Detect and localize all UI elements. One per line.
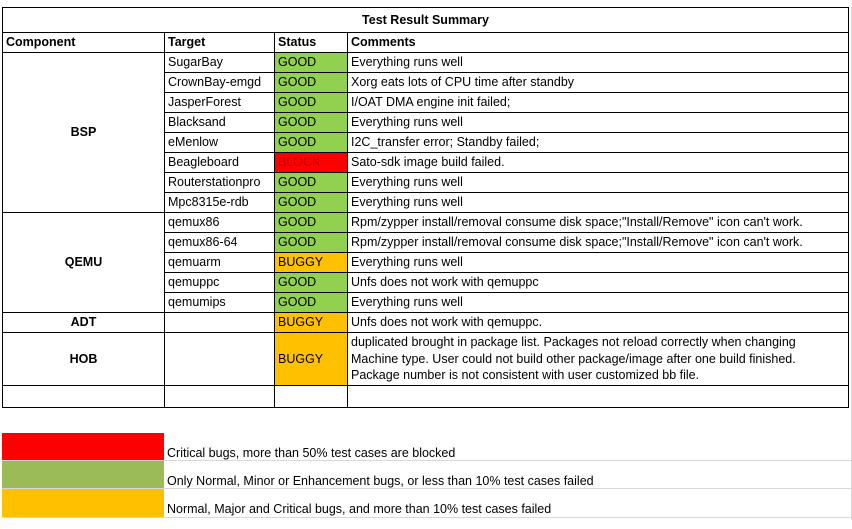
- status-cell: GOOD: [275, 273, 348, 293]
- comment-cell: Sato-sdk image build failed.: [348, 153, 849, 173]
- status-cell: BUGGY: [275, 313, 348, 333]
- target-cell: eMenlow: [165, 133, 275, 153]
- target-cell: JasperForest: [165, 93, 275, 113]
- legend-item-major: [2, 489, 850, 517]
- target-cell: CrownBay-emgd: [165, 73, 275, 93]
- target-cell: Blacksand: [165, 113, 275, 133]
- legend-item-normal: [2, 461, 850, 489]
- legend-text: Critical bugs, more than 50% test cases are blocked: [167, 446, 456, 460]
- comment-cell: duplicated brought in package list. Packages not reload correctly when changing Machine type. User could not build other package/image after one build finished. Package number is not consistent with user customized bb file.: [348, 333, 849, 386]
- gridline: [2, 488, 851, 489]
- target-cell: Mpc8315e-rdb: [165, 193, 275, 213]
- blank-cell: [3, 386, 165, 408]
- status-cell: BLOCK: [275, 153, 348, 173]
- blank-cell: [275, 386, 348, 408]
- table-row: [3, 313, 849, 333]
- header-target: Target: [165, 33, 275, 53]
- target-cell: [165, 333, 275, 386]
- status-cell: GOOD: [275, 113, 348, 133]
- header-status: Status: [275, 33, 348, 53]
- comment-cell: Unfs does not work with qemuppc: [348, 273, 849, 293]
- table-row: [3, 53, 849, 73]
- gridline: [2, 460, 851, 461]
- table-row: [3, 333, 849, 386]
- comment-cell: Xorg eats lots of CPU time after standby: [348, 73, 849, 93]
- target-cell: qemux86: [165, 213, 275, 233]
- status-cell: BUGGY: [275, 253, 348, 273]
- legend-text: Normal, Major and Critical bugs, and more than 10% test cases failed: [167, 502, 552, 516]
- comment-cell: Everything runs well: [348, 293, 849, 313]
- status-cell: GOOD: [275, 233, 348, 253]
- component-cell-adt: ADT: [3, 313, 165, 333]
- target-cell: qemux86-64: [165, 233, 275, 253]
- status-cell: GOOD: [275, 173, 348, 193]
- target-cell: Beagleboard: [165, 153, 275, 173]
- blank-cell: [348, 386, 849, 408]
- comment-cell: Everything runs well: [348, 53, 849, 73]
- table-title: Test Result Summary: [3, 8, 849, 33]
- status-cell: GOOD: [275, 53, 348, 73]
- header-comments: Comments: [348, 33, 849, 53]
- comment-cell: I2C_transfer error; Standby failed;: [348, 133, 849, 153]
- comment-cell: Rpm/zypper install/removal consume disk space;"Install/Remove" icon can't work.: [348, 213, 849, 233]
- blank-row: [3, 386, 849, 408]
- status-cell: GOOD: [275, 293, 348, 313]
- comment-cell: Everything runs well: [348, 193, 849, 213]
- target-cell: qemuarm: [165, 253, 275, 273]
- status-cell: GOOD: [275, 73, 348, 93]
- header-component: Component: [3, 33, 165, 53]
- comment-cell: Unfs does not work with qemuppc.: [348, 313, 849, 333]
- target-cell: qemumips: [165, 293, 275, 313]
- status-cell: BUGGY: [275, 333, 348, 386]
- comment-cell: Rpm/zypper install/removal consume disk space;"Install/Remove" icon can't work.: [348, 233, 849, 253]
- legend-swatch: [2, 489, 164, 517]
- table-row: [3, 213, 849, 233]
- target-cell: qemuppc: [165, 273, 275, 293]
- status-cell: GOOD: [275, 133, 348, 153]
- blank-cell: [165, 386, 275, 408]
- target-cell: SugarBay: [165, 53, 275, 73]
- status-cell: GOOD: [275, 213, 348, 233]
- gridline: [2, 517, 851, 518]
- comment-cell: Everything runs well: [348, 253, 849, 273]
- target-cell: Routerstationpro: [165, 173, 275, 193]
- title-row: [3, 8, 849, 33]
- status-cell: GOOD: [275, 193, 348, 213]
- component-cell-hob: HOB: [3, 333, 165, 386]
- status-cell: GOOD: [275, 93, 348, 113]
- component-cell-bsp: BSP: [3, 53, 165, 213]
- component-cell-qemu: QEMU: [3, 213, 165, 313]
- legend-swatch: [2, 461, 164, 489]
- legend-item-critical: [2, 433, 850, 461]
- test-result-table: [2, 7, 849, 408]
- target-cell: [165, 313, 275, 333]
- comment-cell: I/OAT DMA engine init failed;: [348, 93, 849, 113]
- legend-text: Only Normal, Minor or Enhancement bugs, or less than 10% test cases failed: [167, 474, 594, 488]
- comment-cell: Everything runs well: [348, 173, 849, 193]
- legend-swatch: [2, 433, 164, 461]
- header-row: [3, 33, 849, 53]
- comment-cell: Everything runs well: [348, 113, 849, 133]
